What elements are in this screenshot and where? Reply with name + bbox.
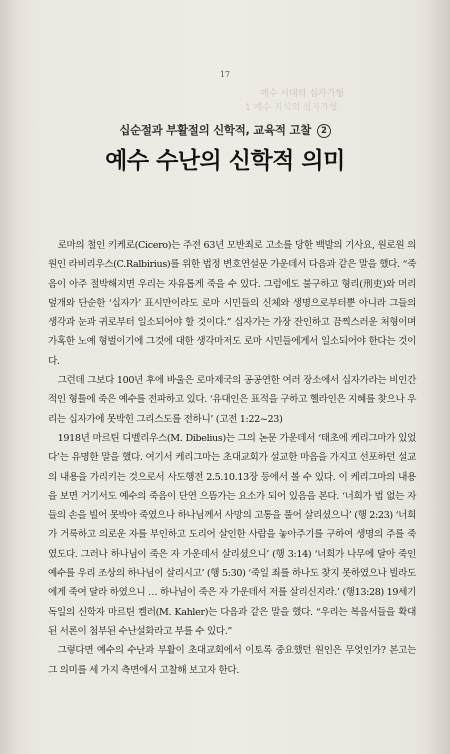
page-number: 17 (219, 70, 231, 79)
bleed-through-text: 1 예수 지식의 십자가형 (245, 103, 338, 113)
subtitle-text: 십순절과 부활절의 신학적, 교육적 고찰 (119, 123, 312, 137)
article-title: 예수 수난의 신학적 의미 (105, 148, 345, 174)
page-gutter-shadow (0, 0, 18, 754)
paragraph: 로마의 철인 키케로(Cicero)는 주전 63년 모반죄로 고소를 당한 백발의 기사요, 원로원 의원인 라비리우스(C.Ralbirius)를 위한 법정 변호연설문 가운데서 다음과 같은 말을 했다. “죽음이 아주 절박해지면 우리는 자유롭게 죽을 수 있다. 그럼에도 불구하고 형리(刑吏)와 머리덮개와 단순한 ‘십자가’ 표시만이라도 로마 시민들의 신체와 생명으로부터뿐 아니라 그들의 생각과 눈과 귀로부터 일소되어야 할 것이다.” 십자가는 가장 잔인하고 끔찍스러운 처형이며 가혹한 노예 형벌이기에 그것에 대한 생각마저도 로마 시민들에게서 일소되어야 한다는 것이다. (48, 240, 416, 367)
page-edge-shadow (428, 0, 450, 754)
article-body (48, 236, 416, 680)
series-number-badge: 2 (317, 124, 331, 138)
article-series-subtitle (0, 122, 450, 138)
paragraph: 그렇다면 예수의 수난과 부활이 초대교회에서 이토록 중요했던 원인은 무엇인가? 본고는 그 의미를 세 가지 측면에서 고찰해 보고자 한다. (48, 645, 416, 676)
paragraph: 그런데 그보다 100년 후에 바울은 로마제국의 공공연한 여러 장소에서 십자가라는 비인간적인 형틀에 죽은 예수를 전파하고 있다. ‘유대인은 표적을 구하고 헬라인은 지혜를 찾으나 우리는 십자가에 못박힌 그리스도를 전하니’ (고전 1:22~23) (48, 375, 416, 425)
paragraph: 1918년 마르틴 디벨리우스(M. Dibelius)는 그의 논문 가운데서 ‘태초에 케리그마가 있었다’는 유명한 말을 했다. 여기서 케리그마는 초대교회가 설교한 마음을 가지고 선포하던 설교의 내용을 가리키는 것으로서 사도행전 2.5.10.13장 등에서 볼 수 있다. 이 케리그마의 내용을 보면 거기서도 예수의 죽음이 단연 으뜸가는 요소가 되어 있음을 본다. ‘너희가 법 없는 자들의 손을 빌어 못박아 죽였으나 하나님께서 사망의 고통을 풀어 살리셨으니’ (행 2:23) ‘너희가 거룩하고 의로운 자를 부인하고 도리어 살인한 사람을 놓아주기를 구하여 생명의 주를 죽였도다. 그러나 하나님이 죽은 자 가운데서 살리셨으니’ (행 3:14) ‘너희가 나무에 달아 죽인 예수를 우리 조상의 하나님이 살리시고’ (행 5:30) ‘죽일 죄를 하나도 찾지 못하였으나 빌라도에게 죽여 달라 하였으니 … 하나님이 죽은 자 가운데서 저를 살리신지라.’ (행13:28) 19세기 독일의 신학자 마르틴 켈러(M. Kahler)는 다음과 같은 말을 했다. “우리는 복음서들을 확대된 서론이 첨부된 수난설화라고 부를 수 있다.” (48, 432, 416, 637)
bleed-through-text: 예수 시대의 십자가형 (260, 89, 344, 99)
